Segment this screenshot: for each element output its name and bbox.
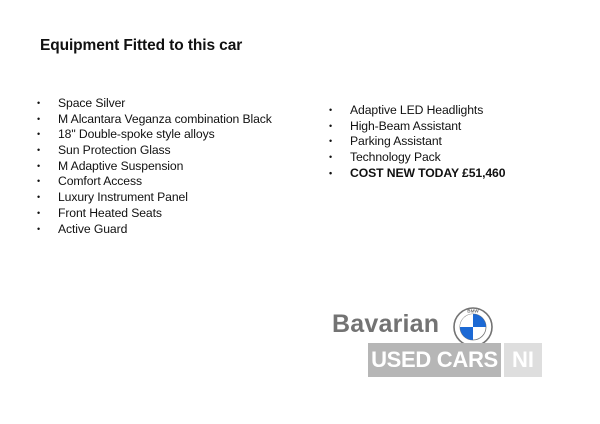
list-item — [328, 150, 505, 166]
bullet-icon: • — [329, 136, 333, 147]
list-item — [36, 190, 272, 206]
bullet-icon: • — [329, 152, 333, 163]
list-item-text: Adaptive LED Headlights — [350, 103, 484, 117]
roundel-letters: BMW — [467, 308, 479, 314]
list-item-text: Luxury Instrument Panel — [58, 190, 188, 205]
list-item-text: M Alcantara Veganza combination Black — [58, 111, 272, 126]
list-item-text: Space Silver — [58, 96, 126, 110]
list-item — [328, 103, 505, 119]
list-item — [36, 206, 272, 222]
bullet-icon: • — [37, 207, 41, 218]
list-item-text: 18" Double-spoke style alloys — [58, 127, 215, 142]
bullet-icon: • — [37, 145, 41, 156]
dealer-logo — [332, 306, 544, 378]
list-item-text: High-Beam Assistant — [350, 118, 462, 133]
bullet-icon: • — [37, 129, 41, 140]
equipment-list-right — [328, 103, 505, 181]
bullet-icon: • — [329, 120, 333, 131]
bullet-icon: • — [329, 105, 333, 115]
list-item-text: Front Heated Seats — [58, 205, 162, 220]
equipment-list-left — [36, 96, 272, 237]
list-item-text: Active Guard — [58, 221, 128, 236]
list-item-text: M Adaptive Suspension — [58, 158, 184, 173]
bullet-icon: • — [37, 223, 41, 234]
list-item-text: Comfort Access — [58, 174, 142, 189]
list-item — [36, 159, 272, 175]
list-item — [36, 96, 272, 112]
region-bar — [504, 343, 542, 377]
list-item — [36, 112, 272, 128]
list-item — [328, 134, 505, 150]
bullet-icon: • — [37, 192, 41, 203]
brand-wordmark: Bavarian — [332, 310, 440, 338]
bullet-icon: • — [37, 160, 41, 171]
list-item — [36, 222, 272, 238]
used-cars-text: USED CARS — [371, 347, 498, 372]
bullet-icon: • — [37, 98, 41, 108]
list-item-text: Parking Assistant — [350, 134, 442, 149]
bullet-icon: • — [37, 176, 41, 187]
cost-new-item — [328, 166, 505, 182]
list-item — [36, 174, 272, 190]
list-item — [36, 143, 272, 159]
list-item — [328, 119, 505, 135]
used-cars-bar — [368, 343, 501, 377]
equipment-heading: Equipment Fitted to this car — [40, 37, 243, 54]
bmw-roundel-icon — [453, 307, 493, 347]
bullet-icon: • — [37, 113, 41, 124]
region-text: NI — [512, 347, 534, 372]
bullet-icon: • — [329, 167, 333, 178]
cost-new-text: COST NEW TODAY £51,460 — [350, 165, 506, 180]
list-item-text: Sun Protection Glass — [58, 143, 171, 158]
list-item-text: Technology Pack — [350, 150, 441, 165]
list-item — [36, 127, 272, 143]
